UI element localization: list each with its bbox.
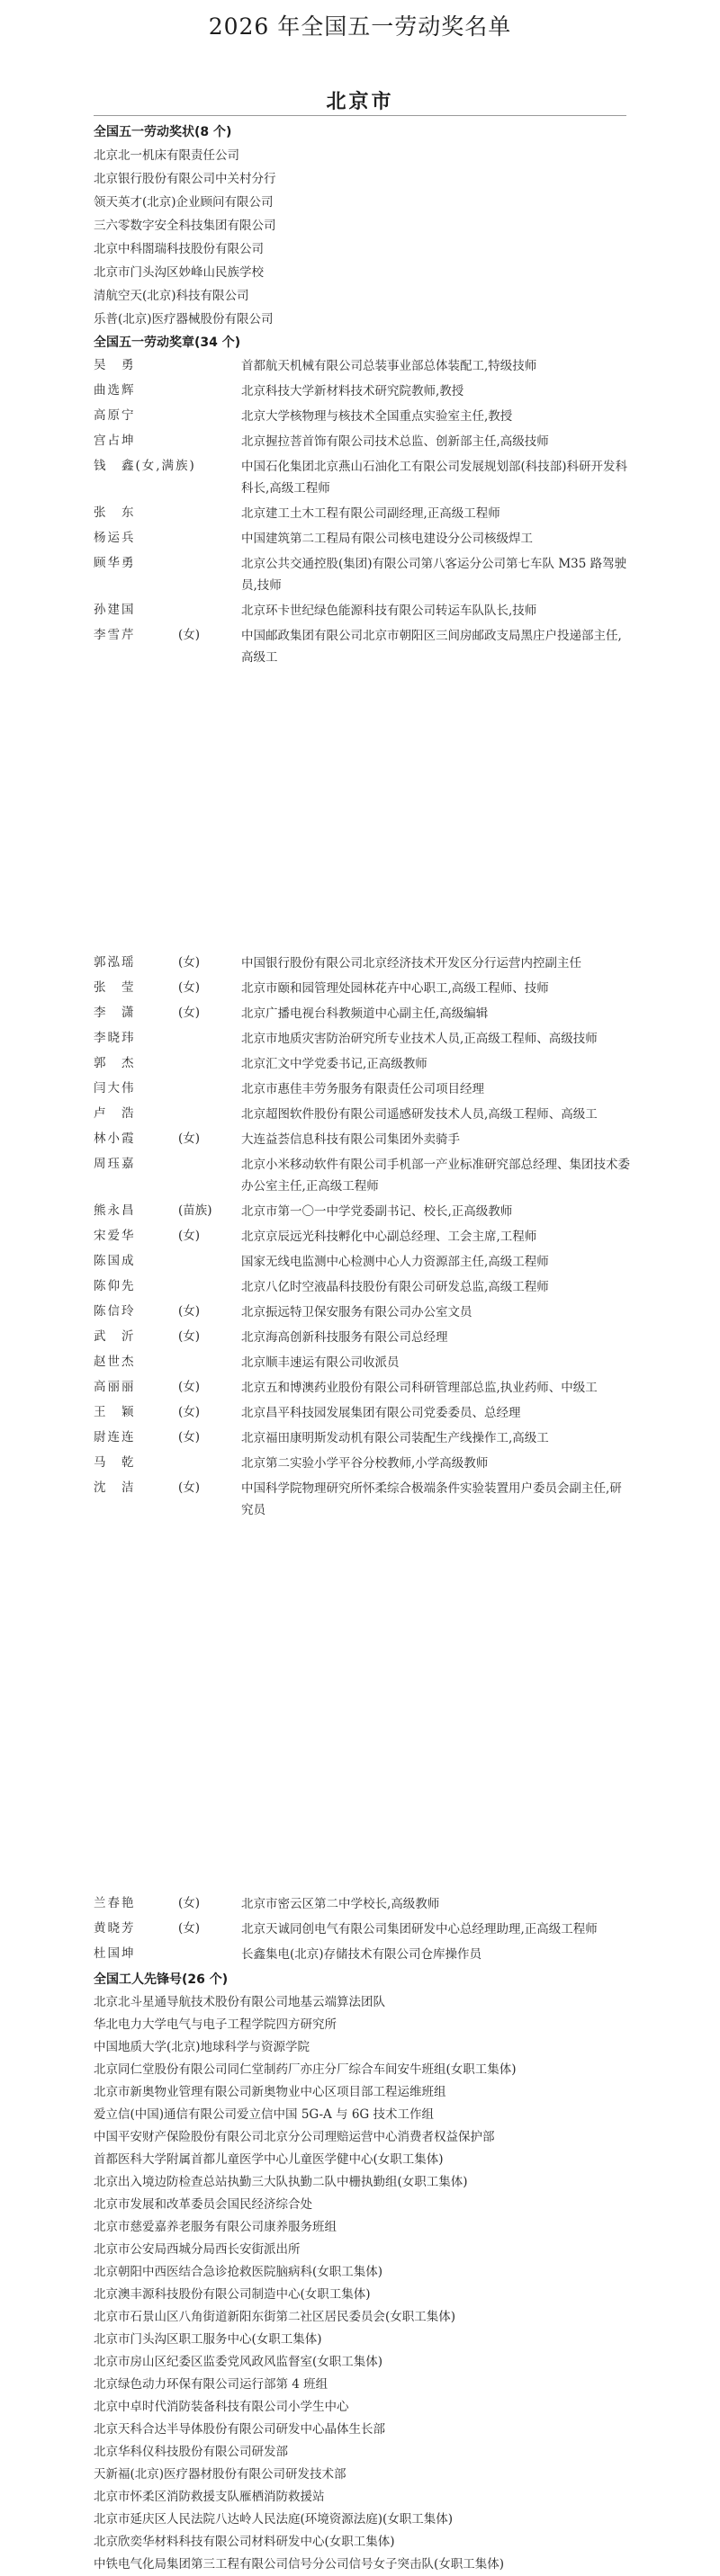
person-list-group2 [0, 952, 720, 1524]
person-desc: 北京超图软件股份有限公司遥感研发技术人员,高级工程师、高级工 [241, 1107, 598, 1122]
person-name: 兰春艳 [94, 1896, 136, 1910]
person-entry [0, 502, 720, 527]
person-desc: 北京昌平科技园发展集团有限公司党委委员、总经理 [241, 1406, 521, 1420]
person-desc: 北京广播电视台科教频道中心副主任,高级编辑 [241, 1006, 489, 1021]
person-desc: 国家无线电监测中心检测中心人力资源部主任,高级工程师 [241, 1255, 549, 1269]
person-entry [0, 1351, 720, 1376]
vanguard-item: 中国地质大学(北京)地球科学与资源学院 [94, 2040, 310, 2054]
person-name: 林小霞 [94, 1131, 136, 1146]
person-list-group1 [0, 354, 720, 671]
person-tag: (女) [178, 1304, 201, 1319]
person-name: 黄晓芳 [94, 1921, 136, 1936]
person-entry [0, 1401, 720, 1427]
person-entry [0, 599, 720, 624]
person-tag: (女) [178, 1405, 201, 1419]
person-name: 赵世杰 [94, 1355, 136, 1369]
person-tag: (女) [178, 1921, 201, 1936]
vanguard-item: 北京市怀柔区消防救援支队雁栖消防救援站 [94, 2490, 325, 2504]
person-desc: 中国石化集团北京燕山石油化工有限公司发展规划部(科技部)科研开发科科长,高级工程师 [241, 460, 628, 496]
vanguard-item: 北京市石景山区八角街道新阳东街第二社区居民委员会(女职工集体) [94, 2310, 456, 2324]
person-name: 杜国坤 [94, 1946, 136, 1961]
person-desc: 北京建工土木工程有限公司副经理,正高级工程师 [241, 506, 500, 521]
person-entry [0, 1027, 720, 1052]
vanguard-item: 北京同仁堂股份有限公司同仁堂制药厂亦庄分厂综合车间安牛班组(女职工集体) [94, 2062, 517, 2077]
person-entry [0, 1200, 720, 1225]
person-desc: 北京第二实验小学平谷分校教师,小学高级教师 [241, 1456, 489, 1471]
divider [94, 115, 626, 116]
medal-org-section [0, 121, 720, 671]
person-name: 武 沂 [94, 1329, 136, 1344]
person-entry [0, 430, 720, 455]
person-name: 钱 鑫(女,满族) [94, 459, 196, 473]
org-item: 北京中科閤瑞科技股份有限公司 [94, 242, 264, 256]
person-name: 尉连连 [94, 1430, 136, 1445]
person-desc: 北京公共交通控股(集团)有限公司第八客运分公司第七车队 M35 路驾驶员,技师 [241, 557, 627, 593]
vanguard-item: 北京市慈爱嘉养老服务有限公司康养服务班组 [94, 2220, 337, 2234]
org-item: 乐普(北京)医疗器械股份有限公司 [94, 312, 274, 326]
person-name: 陈信玲 [94, 1304, 136, 1319]
person-entry [0, 354, 720, 380]
person-tag: (女) [178, 1896, 201, 1910]
person-desc: 北京市颐和园管理处园林花卉中心职工,高级工程师、技师 [241, 981, 549, 996]
person-name: 宋爱华 [94, 1229, 136, 1243]
person-desc: 北京握拉菩首饰有限公司技术总监、创新部主任,高级技师 [241, 434, 549, 449]
vanguard-item: 北京市门头沟区职工服务中心(女职工集体) [94, 2332, 322, 2347]
person-entry [0, 1275, 720, 1301]
org-item: 清航空天(北京)科技有限公司 [94, 289, 249, 303]
person-desc: 北京京辰远光科技孵化中心副总经理、工会主席,工程师 [241, 1230, 537, 1244]
page-title: 2026 年全国五一劳动奖名单 [208, 13, 512, 40]
person-entry [0, 1078, 720, 1103]
person-desc: 首都航天机械有限公司总装事业部总体装配工,特级技师 [241, 359, 537, 373]
person-name: 王 颖 [94, 1405, 136, 1419]
person-name: 杨运兵 [94, 531, 136, 545]
vanguard-item: 北京华科仪科技股份有限公司研发部 [94, 2445, 288, 2459]
section-heading-vanguard: 全国工人先锋号(26 个) [94, 1972, 229, 1987]
province-heading: 北京市 [326, 90, 394, 113]
person-entry [0, 1225, 720, 1250]
person-tag: (女) [178, 1006, 201, 1020]
vanguard-item: 中铁电气化局集团第三工程有限公司信号分公司信号女子突击队(女职工集体) [94, 2557, 505, 2572]
person-name: 宫占坤 [94, 434, 136, 448]
person-block-2 [0, 952, 720, 1524]
person-name: 陈国成 [94, 1254, 136, 1268]
person-desc: 北京汇文中学党委书记,正高级教师 [241, 1057, 428, 1071]
person-entry [0, 1326, 720, 1351]
person-desc: 北京市密云区第二中学校长,高级教师 [241, 1897, 440, 1911]
person-entry [0, 1128, 720, 1153]
person-name: 李雪芹 [94, 628, 136, 642]
person-name: 郭 杰 [94, 1056, 136, 1070]
person-entry [0, 1452, 720, 1477]
vanguard-item: 天新福(北京)医疗器材股份有限公司研发技术部 [94, 2467, 346, 2482]
vanguard-item: 首都医科大学附属首都儿童医学中心儿童医学健中心(女职工集体) [94, 2152, 444, 2167]
person-desc: 中国建筑第二工程局有限公司核电建设分公司核级焊工 [241, 532, 533, 546]
person-name: 郭泓瑶 [94, 955, 136, 970]
person-desc: 北京大学核物理与核技术全国重点实验室主任,教授 [241, 409, 513, 424]
person-entry [0, 1153, 720, 1200]
person-desc: 大连益荟信息科技有限公司集团外卖骑手 [241, 1132, 460, 1147]
person-desc: 北京顺丰速运有限公司收派员 [241, 1355, 400, 1370]
person-entry [0, 1427, 720, 1452]
vanguard-item: 北京市发展和改革委员会国民经济综合处 [94, 2197, 312, 2212]
vanguard-item: 北京市房山区纪委区监委党风政风监督室(女职工集体) [94, 2355, 383, 2369]
vanguard-list [0, 1991, 720, 2576]
vanguard-item: 北京市延庆区人民法院八达岭人民法庭(环境资源法庭)(女职工集体) [94, 2512, 454, 2527]
person-entry [0, 1052, 720, 1078]
person-desc: 北京五和博澳药业股份有限公司科研管理部总监,执业药师、中级工 [241, 1381, 598, 1395]
vanguard-item: 北京市公安局西城分局西长安街派出所 [94, 2242, 301, 2257]
section-heading-medal-person: 全国五一劳动奖章(34 个) [94, 335, 241, 350]
person-name: 曲选辉 [94, 383, 136, 398]
vanguard-item: 北京市新奥物业管理有限公司新奥物业中心区项目部工程运维班组 [94, 2085, 446, 2099]
person-entry [0, 1943, 720, 1968]
person-tag: (女) [178, 1229, 201, 1243]
person-tag: (女) [178, 628, 201, 642]
person-entry [0, 1376, 720, 1401]
person-desc: 北京福田康明斯发动机有限公司装配生产线操作工,高级工 [241, 1431, 549, 1445]
person-block-3 [0, 1892, 720, 2576]
person-name: 李晓玮 [94, 1031, 136, 1045]
person-desc: 北京八亿时空液晶科技股份有限公司研发总监,高级工程师 [241, 1280, 549, 1294]
person-name: 高丽丽 [94, 1380, 136, 1394]
person-desc: 长鑫集电(北京)存储技术有限公司仓库操作员 [241, 1947, 482, 1962]
person-desc: 北京市第一〇一中学党委副书记、校长,正高级教师 [241, 1204, 513, 1219]
person-name: 马 乾 [94, 1455, 136, 1470]
person-entry [0, 552, 720, 599]
person-desc: 北京市地质灾害防治研究所专业技术人员,正高级工程师、高级技师 [241, 1032, 598, 1046]
person-entry [0, 952, 720, 977]
person-entry [0, 1301, 720, 1326]
vanguard-item: 北京出入境边防检查总站执勤三大队执勤二队中栅执勤组(女职工集体) [94, 2175, 468, 2189]
person-desc: 北京振远特卫保安服务有限公司办公室文员 [241, 1305, 472, 1319]
person-desc: 北京科技大学新材料技术研究院教师,教授 [241, 384, 464, 398]
person-entry [0, 1918, 720, 1943]
person-name: 李 潇 [94, 1006, 136, 1020]
person-desc: 北京市惠佳丰劳务服务有限责任公司项目经理 [241, 1082, 484, 1096]
person-name: 吴 勇 [94, 358, 136, 372]
person-desc: 中国邮政集团有限公司北京市朝阳区三间房邮政支局黑庄户投递部主任,高级工 [241, 629, 622, 665]
person-name: 熊永昌 [94, 1203, 136, 1218]
person-name: 周珏嘉 [94, 1157, 136, 1171]
person-name: 顾华勇 [94, 556, 136, 570]
person-name: 陈仰先 [94, 1279, 136, 1293]
person-entry [0, 527, 720, 552]
person-tag: (女) [178, 1480, 201, 1495]
person-entry [0, 1002, 720, 1027]
person-tag: (女) [178, 1380, 201, 1394]
person-tag: (苗族) [178, 1203, 212, 1218]
vanguard-item: 北京澳丰源科技股份有限公司制造中心(女职工集体) [94, 2287, 371, 2302]
person-tag: (女) [178, 955, 201, 970]
org-item: 北京银行股份有限公司中关村分行 [94, 172, 276, 186]
person-name: 闫大伟 [94, 1081, 136, 1096]
person-tag: (女) [178, 1329, 201, 1344]
org-item: 三六零数字安全科技集团有限公司 [94, 219, 276, 233]
vanguard-item: 中国平安财产保险股份有限公司北京分公司理赔运营中心消费者权益保护部 [94, 2130, 495, 2144]
person-entry [0, 380, 720, 405]
person-tag: (女) [178, 1430, 201, 1445]
person-name: 孙建国 [94, 603, 136, 617]
person-tag: (女) [178, 980, 201, 995]
person-entry [0, 405, 720, 430]
org-item: 北京市门头沟区妙峰山民族学校 [94, 265, 264, 280]
person-desc: 北京海高创新科技服务有限公司总经理 [241, 1330, 448, 1345]
person-desc: 中国科学院物理研究所怀柔综合极端条件实验装置用户委员会副主任,研究员 [241, 1481, 622, 1517]
vanguard-item: 北京朝阳中西医结合急诊抢救医院脑病科(女职工集体) [94, 2265, 383, 2279]
vanguard-item: 北京中卓时代消防装备科技有限公司小学生中心 [94, 2400, 349, 2414]
person-tag: (女) [178, 1131, 201, 1146]
person-name: 卢 浩 [94, 1106, 136, 1121]
vanguard-item: 华北电力大学电气与电子工程学院四方研究所 [94, 2017, 337, 2032]
person-entry [0, 977, 720, 1002]
person-name: 高原宁 [94, 408, 136, 423]
section-heading-medal-org: 全国五一劳动奖状(8 个) [94, 125, 232, 139]
person-entry [0, 1892, 720, 1918]
person-desc: 中国银行股份有限公司北京经济技术开发区分行运营内控副主任 [241, 956, 581, 970]
org-item: 领天英才(北京)企业顾问有限公司 [94, 195, 274, 210]
vanguard-item: 爱立信(中国)通信有限公司爱立信中国 5G-A 与 6G 技术工作组 [94, 2107, 435, 2122]
person-desc: 北京小米移动软件有限公司手机部一产业标准研究部总经理、集团技术委办公室主任,正高级工程师 [241, 1158, 630, 1194]
person-entry [0, 1477, 720, 1524]
person-entry [0, 624, 720, 671]
vanguard-item: 北京北斗星通导航技术股份有限公司地基云端算法团队 [94, 1995, 385, 2009]
person-name: 张 东 [94, 505, 136, 520]
vanguard-item: 北京绿色动力环保有限公司运行部第 4 班组 [94, 2377, 328, 2392]
person-desc: 北京环卡世纪绿色能源科技有限公司转运车队队长,技师 [241, 604, 537, 618]
vanguard-item: 北京天科合达半导体股份有限公司研发中心晶体生长部 [94, 2422, 385, 2437]
person-desc: 北京天诚同创电气有限公司集团研发中心总经理助理,正高级工程师 [241, 1922, 598, 1936]
person-entry [0, 1103, 720, 1128]
org-list [0, 144, 720, 331]
vanguard-item: 北京欣奕华材料科技有限公司材料研发中心(女职工集体) [94, 2535, 395, 2549]
org-item: 北京北一机床有限责任公司 [94, 148, 239, 163]
person-name: 张 莹 [94, 980, 136, 995]
person-list-group3 [0, 1892, 720, 1968]
person-name: 沈 洁 [94, 1480, 136, 1495]
person-entry [0, 455, 720, 502]
person-entry [0, 1250, 720, 1275]
